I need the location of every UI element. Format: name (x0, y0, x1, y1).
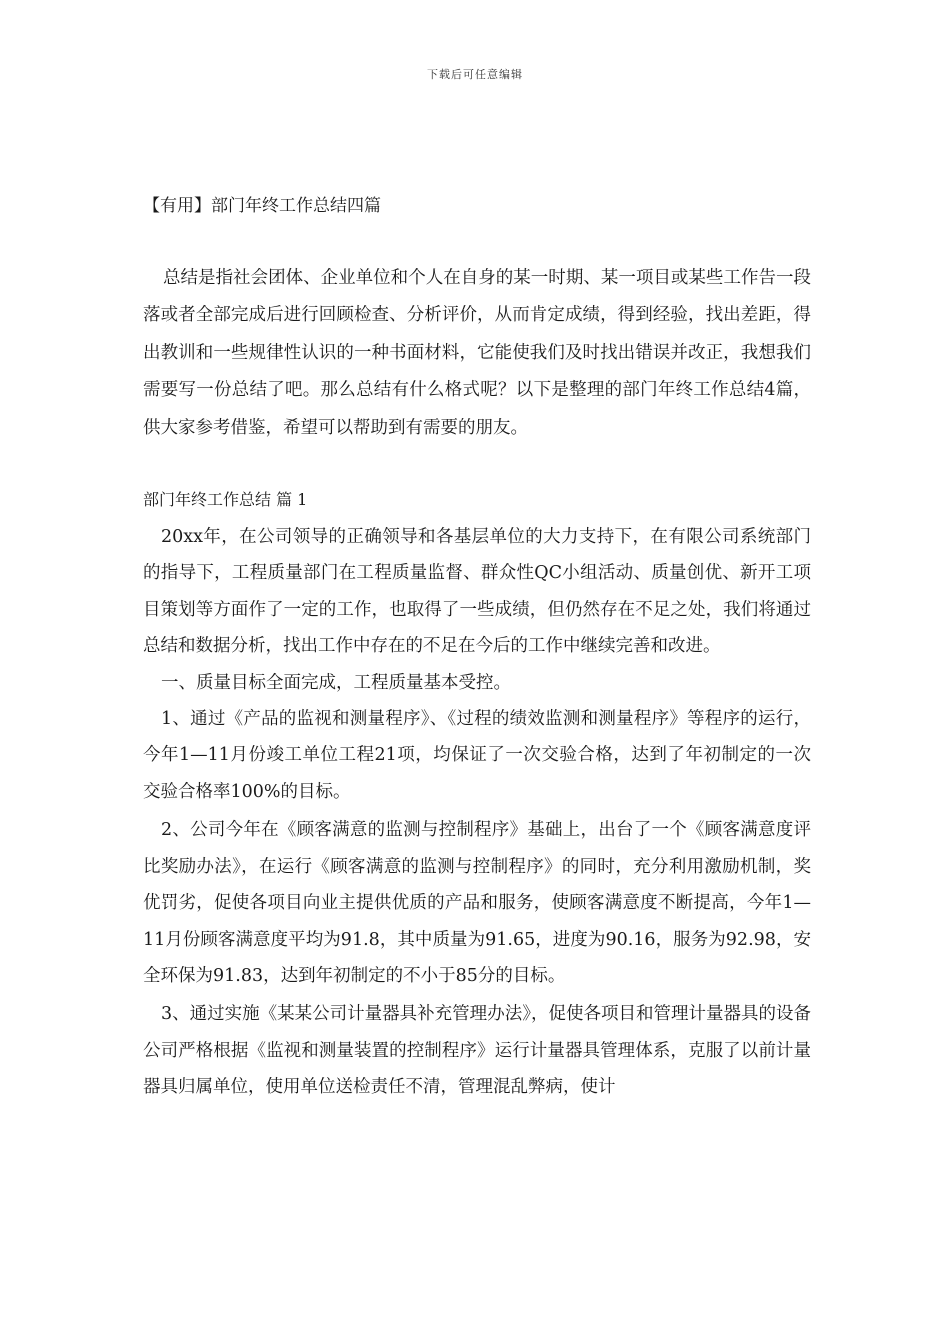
body-paragraph: 3、通过实施《某某公司计量器具补充管理办法》，促使各项目和管理计量器具的设备公司严格根据《监视和测量装置的控制程序》运行计量器具管理体系，克服了以前计量器具归属单位，使用单位送检责任不清，管理混乱弊病，使计 (143, 1004, 811, 1098)
intro-paragraph: 总结是指社会团体、企业单位和个人在自身的某一时期、某一项目或某些工作告一段落或者全部完成后进行回顾检查、分析评价，从而肯定成绩，得到经验，找出差距，得出教训和一些规律性认识的一种书面材料，它能使我们及时找出错误并改正，我想我们需要写一份总结了吧。那么总结有什么格式呢？以下是整理的部门年终工作总结4篇，供大家参考借鉴，希望可以帮助到有需要的朋友。 (143, 268, 811, 438)
document-body (143, 190, 811, 1106)
body-paragraph: 2、公司今年在《顾客满意的监测与控制程序》基础上，出台了一个《顾客满意度评比奖励办法》，在运行《顾客满意的监测与控制程序》的同时，充分利用激励机制，奖优罚劣，促使各项目向业主提供优质的产品和服务，使顾客满意度不断提高，今年1—11月份顾客满意度平均为91.8，其中质量为91.65，进度为90.16，服务为92.98，安全环保为91.83，达到年初制定的不小于85分的目标。 (143, 820, 811, 986)
body-paragraph: 20xx年，在公司领导的正确领导和各基层单位的大力支持下，在有限公司系统部门的指导下，工程质量部门在工程质量监督、群众性QC小组活动、质量创优、新开工项目策划等方面作了一定的工作，也取得了一些成绩，但仍然存在不足之处，我们将通过总结和数据分析，找出工作中存在的不足在今后的工作中继续完善和改进。 (143, 527, 811, 657)
page-header: 下载后可任意编辑 (427, 68, 523, 81)
section-title: 部门年终工作总结 篇 1 (143, 490, 308, 510)
body-paragraph: 1、通过《产品的监视和测量程序》、《过程的绩效监测和测量程序》等程序的运行，今年1—11月份竣工单位工程21项，均保证了一次交验合格，达到了年初制定的一次交验合格率100%的目标。 (143, 709, 811, 802)
body-paragraph: 一、质量目标全面完成，工程质量基本受控。 (161, 672, 511, 693)
document-title: 【有用】部门年终工作总结四篇 (143, 196, 381, 216)
